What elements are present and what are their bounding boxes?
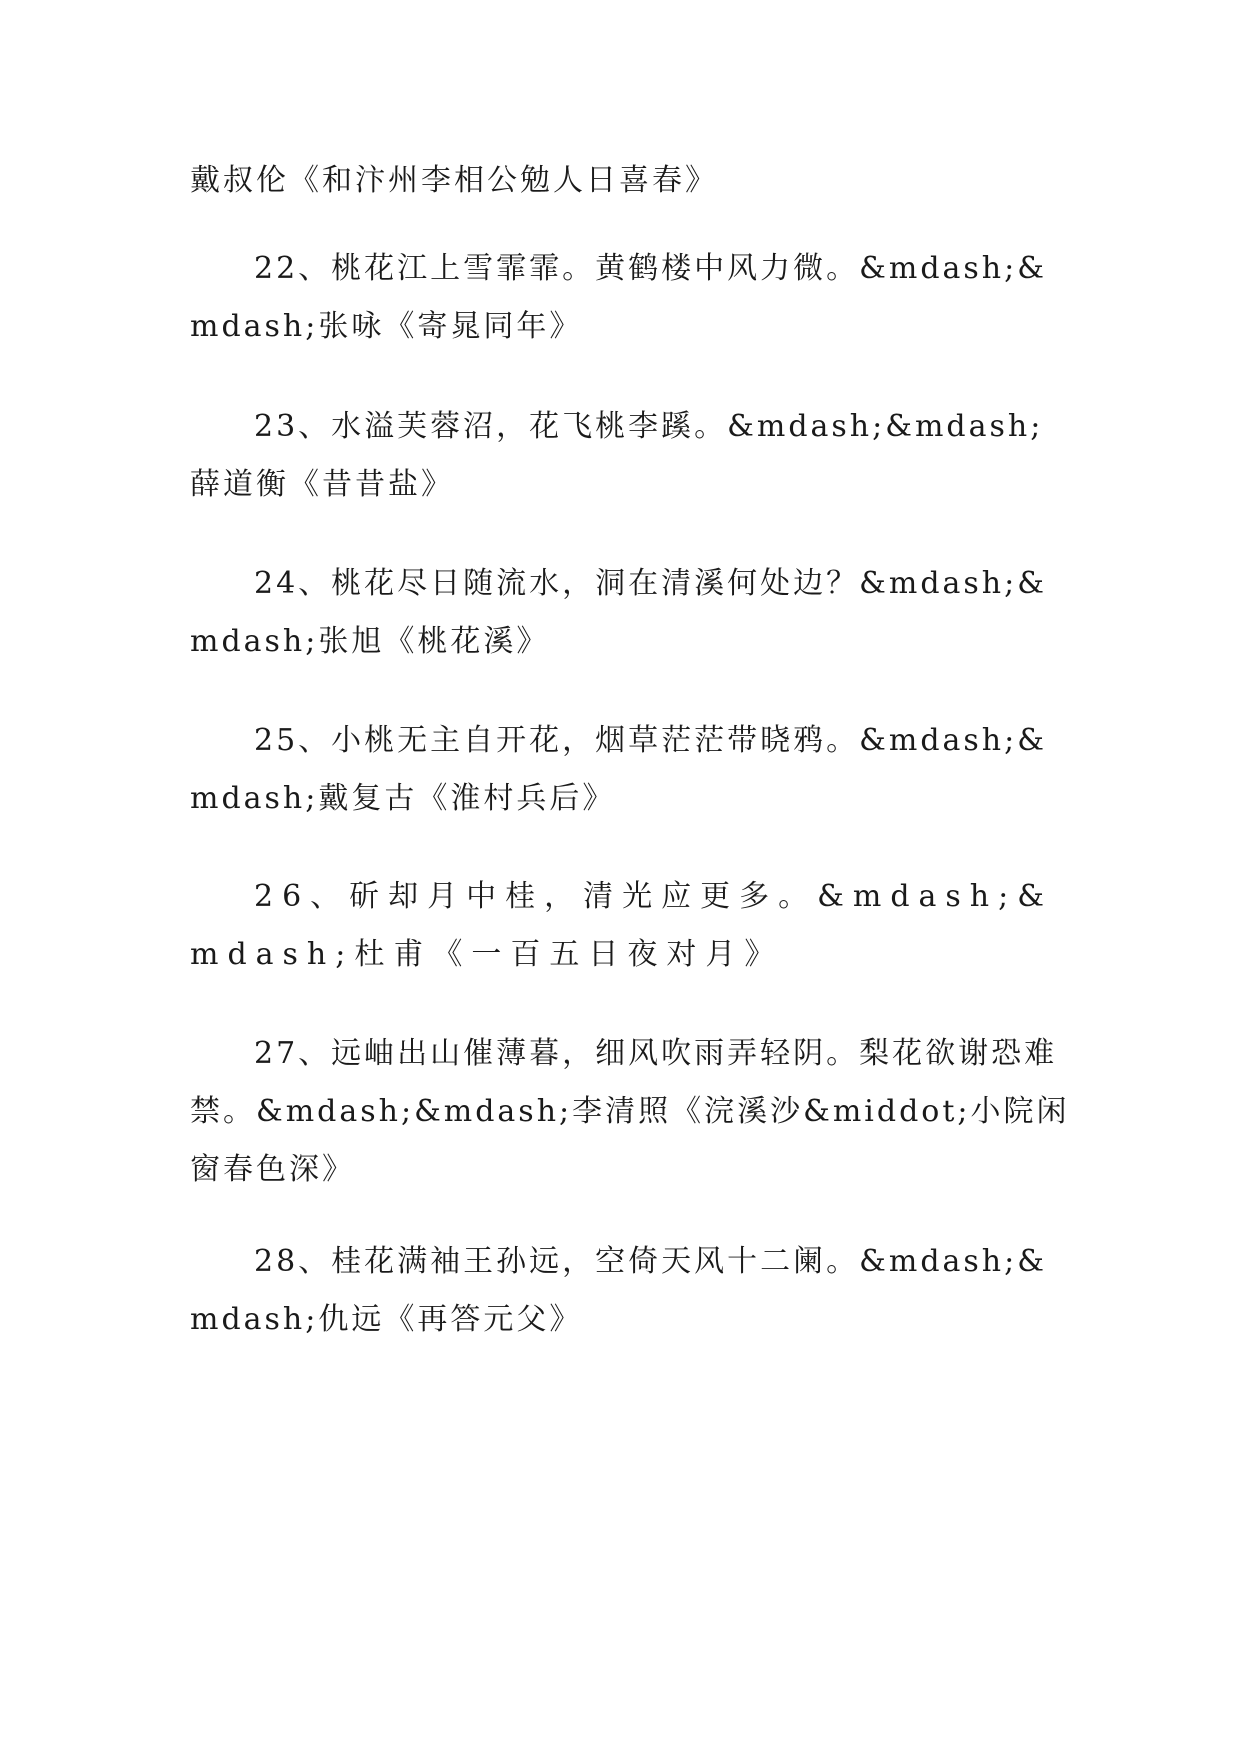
- paragraph-27: 27、远岫出山催薄暮，细风吹雨弄轻阴。梨花欲谢恐难禁。&mdash;&mdash;李清照《浣溪沙&middot;小院闲窗春色深》: [190, 1036, 1070, 1187]
- paragraph-continuation: 戴叔伦《和汴州李相公勉人日喜春》: [190, 163, 718, 198]
- paragraph-26: 26、斫却月中桂，清光应更多。&mdash;&mdash;杜甫《一百五日夜对月》: [190, 879, 1053, 972]
- paragraph-28: 28、桂花满袖王孙远，空倚天风十二阑。&mdash;&mdash;仇远《再答元父》: [190, 1244, 1047, 1337]
- paragraph-25: 25、小桃无主自开花，烟草茫茫带晓鸦。&mdash;&mdash;戴复古《淮村兵后》: [190, 723, 1047, 816]
- paragraph-23: 23、水溢芙蓉沼，花飞桃李蹊。&mdash;&mdash;薛道衡《昔昔盐》: [190, 409, 1044, 502]
- paragraph-22: 22、桃花江上雪霏霏。黄鹤楼中风力微。&mdash;&mdash;张咏《寄晁同年》: [190, 251, 1047, 344]
- paragraph-24: 24、桃花尽日随流水，洞在清溪何处边？&mdash;&mdash;张旭《桃花溪》: [190, 566, 1047, 659]
